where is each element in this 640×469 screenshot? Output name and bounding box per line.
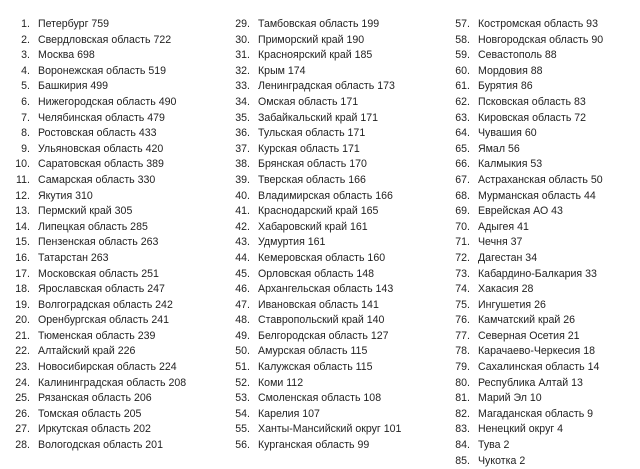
item-number: 37. xyxy=(235,142,250,155)
item-number: 50. xyxy=(235,345,250,358)
item-number: 54. xyxy=(235,407,250,420)
item-number: 13. xyxy=(15,205,30,218)
item-number: 3. xyxy=(21,49,30,62)
list-item xyxy=(12,111,186,127)
item-number: 44. xyxy=(235,251,250,264)
list-item xyxy=(12,313,186,329)
item-number: 38. xyxy=(235,158,250,171)
item-number: 34. xyxy=(235,95,250,108)
region-entry: Тува 2 xyxy=(478,439,510,452)
list-column-1 xyxy=(12,17,186,454)
item-number: 4. xyxy=(21,64,30,77)
region-entry: Севастополь 88 xyxy=(478,49,557,62)
item-number: 68. xyxy=(455,189,470,202)
region-entry: Новосибирская область 224 xyxy=(38,361,177,374)
list-item xyxy=(12,79,186,95)
region-entry: Красноярский край 185 xyxy=(258,49,373,62)
item-number: 19. xyxy=(15,298,30,311)
region-entry: Владимирская область 166 xyxy=(258,189,393,202)
list-item xyxy=(232,235,401,251)
item-number: 25. xyxy=(15,392,30,405)
item-number: 58. xyxy=(455,33,470,46)
region-entry: Ингушетия 26 xyxy=(478,298,546,311)
region-entry: Астраханская область 50 xyxy=(478,173,603,186)
region-entry: Магаданская область 9 xyxy=(478,407,594,420)
list-item xyxy=(232,142,401,158)
list-item xyxy=(12,126,186,142)
list-item xyxy=(12,267,186,283)
region-entry: Томская область 205 xyxy=(38,407,142,420)
item-number: 51. xyxy=(235,361,250,374)
region-entry: Дагестан 34 xyxy=(478,251,538,264)
region-entry: Тверская область 166 xyxy=(258,173,366,186)
list-item xyxy=(12,251,186,267)
item-number: 59. xyxy=(455,49,470,62)
list-item xyxy=(12,422,186,438)
region-entry: Новгородская область 90 xyxy=(478,33,604,46)
item-number: 5. xyxy=(21,80,30,93)
item-number: 77. xyxy=(455,329,470,342)
item-number: 12. xyxy=(15,189,30,202)
item-number: 72. xyxy=(455,251,470,264)
list-item xyxy=(12,189,186,205)
list-item xyxy=(452,438,603,454)
list-item xyxy=(232,95,401,111)
list-item xyxy=(232,17,401,33)
region-entry: Адыгея 41 xyxy=(478,220,529,233)
list-item xyxy=(232,111,401,127)
region-entry: Крым 174 xyxy=(258,64,306,77)
list-item xyxy=(452,329,603,345)
item-number: 9. xyxy=(21,142,30,155)
list-item xyxy=(232,64,401,80)
list-item xyxy=(12,235,186,251)
list-item xyxy=(12,376,186,392)
region-entry: Белгородская область 127 xyxy=(258,329,389,342)
region-entry: Иркутская область 202 xyxy=(38,423,151,436)
region-entry: Удмуртия 161 xyxy=(258,236,326,249)
list-item xyxy=(452,422,603,438)
region-entry: Свердловская область 722 xyxy=(38,33,172,46)
list-item xyxy=(12,344,186,360)
list-item xyxy=(452,376,603,392)
item-number: 76. xyxy=(455,314,470,327)
item-number: 29. xyxy=(235,18,250,30)
region-entry: Калмыкия 53 xyxy=(478,158,543,171)
item-number: 36. xyxy=(235,127,250,140)
list-item xyxy=(232,329,401,345)
region-entry: Пермский край 305 xyxy=(38,205,133,218)
item-number: 46. xyxy=(235,283,250,296)
region-entry: Коми 112 xyxy=(258,376,304,389)
list-item xyxy=(452,204,603,220)
item-number: 27. xyxy=(15,423,30,436)
item-number: 61. xyxy=(455,80,470,93)
region-entry: Волгоградская область 242 xyxy=(38,298,173,311)
item-number: 14. xyxy=(15,220,30,233)
item-number: 82. xyxy=(455,407,470,420)
item-number: 60. xyxy=(455,64,470,77)
region-entry: Марий Эл 10 xyxy=(478,392,542,405)
region-entry: Тульская область 171 xyxy=(258,127,366,140)
list-item xyxy=(232,48,401,64)
item-number: 20. xyxy=(15,314,30,327)
region-entry: Чечня 37 xyxy=(478,236,523,249)
list-item xyxy=(452,189,603,205)
region-entry: Тюменская область 239 xyxy=(38,329,156,342)
list-item xyxy=(12,329,186,345)
list-item xyxy=(452,267,603,283)
region-entry: Мордовия 88 xyxy=(478,64,543,77)
list-item xyxy=(452,48,603,64)
item-number: 75. xyxy=(455,298,470,311)
list-item xyxy=(232,251,401,267)
item-number: 30. xyxy=(235,33,250,46)
list-item xyxy=(232,360,401,376)
region-entry: Кировская область 72 xyxy=(478,111,587,124)
region-entry: Воронежская область 519 xyxy=(38,64,167,77)
region-entry: Брянская область 170 xyxy=(258,158,367,171)
list-item xyxy=(232,407,401,423)
item-number: 62. xyxy=(455,95,470,108)
region-entry: Калининградская область 208 xyxy=(38,376,187,389)
region-entry: Карачаево-Черкесия 18 xyxy=(478,345,596,358)
region-entry: Забайкальский край 171 xyxy=(258,111,379,124)
region-entry: Хабаровский край 161 xyxy=(258,220,368,233)
item-number: 70. xyxy=(455,220,470,233)
list-item xyxy=(452,360,603,376)
item-number: 10. xyxy=(15,158,30,171)
item-number: 43. xyxy=(235,236,250,249)
region-entry: Омская область 171 xyxy=(258,95,359,108)
list-item xyxy=(232,313,401,329)
list-item xyxy=(12,142,186,158)
item-number: 73. xyxy=(455,267,470,280)
region-entry: Чувашия 60 xyxy=(478,127,537,140)
list-item xyxy=(232,173,401,189)
list-item xyxy=(12,157,186,173)
region-entry: Карелия 107 xyxy=(258,407,320,420)
list-item xyxy=(232,220,401,236)
list-item xyxy=(452,391,603,407)
list-item xyxy=(232,79,401,95)
region-entry: Амурская область 115 xyxy=(258,345,368,358)
list-item xyxy=(12,282,186,298)
item-number: 78. xyxy=(455,345,470,358)
list-item xyxy=(232,189,401,205)
list-item xyxy=(12,220,186,236)
item-number: 67. xyxy=(455,173,470,186)
region-entry: Курская область 171 xyxy=(258,142,360,155)
region-entry: Ростовская область 433 xyxy=(38,127,157,140)
region-entry: Липецкая область 285 xyxy=(38,220,148,233)
list-item xyxy=(452,79,603,95)
item-number: 24. xyxy=(15,376,30,389)
item-number: 21. xyxy=(15,329,30,342)
region-entry: Бурятия 86 xyxy=(478,80,533,93)
item-number: 49. xyxy=(235,329,250,342)
item-number: 85. xyxy=(455,454,470,467)
list-item xyxy=(232,33,401,49)
list-item xyxy=(232,422,401,438)
region-entry: Северная Осетия 21 xyxy=(478,329,580,342)
list-item xyxy=(452,282,603,298)
region-entry: Архангельская область 143 xyxy=(258,283,394,296)
region-entry: Кабардино-Балкария 33 xyxy=(478,267,597,280)
list-item xyxy=(452,142,603,158)
region-entry: Самарская область 330 xyxy=(38,173,156,186)
item-number: 63. xyxy=(455,111,470,124)
item-number: 15. xyxy=(15,236,30,249)
item-number: 26. xyxy=(15,407,30,420)
region-entry: Краснодарский край 165 xyxy=(258,205,379,218)
item-number: 81. xyxy=(455,392,470,405)
region-entry: Ульяновская область 420 xyxy=(38,142,164,155)
region-entry: Нижегородская область 490 xyxy=(38,95,177,108)
item-number: 32. xyxy=(235,64,250,77)
region-entry: Мурманская область 44 xyxy=(478,189,596,202)
list-item xyxy=(452,344,603,360)
item-number: 79. xyxy=(455,361,470,374)
item-number: 55. xyxy=(235,423,250,436)
region-entry: Саратовская область 389 xyxy=(38,158,164,171)
region-entry: Оренбургская область 241 xyxy=(38,314,169,327)
item-number: 1. xyxy=(21,18,30,30)
list-item xyxy=(12,17,186,33)
item-number: 2. xyxy=(21,33,30,46)
region-entry: Якутия 310 xyxy=(38,189,93,202)
list-item xyxy=(232,298,401,314)
region-entry: Московская область 251 xyxy=(38,267,159,280)
item-number: 71. xyxy=(455,236,470,249)
region-entry: Вологодская область 201 xyxy=(38,439,163,452)
item-number: 53. xyxy=(235,392,250,405)
list-item xyxy=(12,173,186,189)
item-number: 39. xyxy=(235,173,250,186)
region-entry: Рязанская область 206 xyxy=(38,392,152,405)
item-number: 42. xyxy=(235,220,250,233)
item-number: 57. xyxy=(455,18,470,30)
item-number: 40. xyxy=(235,189,250,202)
region-entry: Ивановская область 141 xyxy=(258,298,379,311)
list-item xyxy=(12,407,186,423)
list-item xyxy=(232,126,401,142)
item-number: 7. xyxy=(21,111,30,124)
region-entry: Москва 698 xyxy=(38,49,95,62)
item-number: 23. xyxy=(15,361,30,374)
region-entry: Татарстан 263 xyxy=(38,251,109,264)
region-entry: Ленинградская область 173 xyxy=(258,80,395,93)
item-number: 22. xyxy=(15,345,30,358)
list-item xyxy=(232,157,401,173)
list-item xyxy=(452,454,603,469)
item-number: 64. xyxy=(455,127,470,140)
region-entry: Калужская область 115 xyxy=(258,361,373,374)
region-entry: Камчатский край 26 xyxy=(478,314,576,327)
list-item xyxy=(232,344,401,360)
item-number: 48. xyxy=(235,314,250,327)
item-number: 45. xyxy=(235,267,250,280)
list-item xyxy=(12,360,186,376)
item-number: 56. xyxy=(235,439,250,452)
region-entry: Кемеровская область 160 xyxy=(258,251,386,264)
list-item xyxy=(12,48,186,64)
list-item xyxy=(12,95,186,111)
item-number: 74. xyxy=(455,283,470,296)
region-entry: Ханты-Мансийский округ 101 xyxy=(258,423,402,436)
item-number: 33. xyxy=(235,80,250,93)
region-entry: Приморский край 190 xyxy=(258,33,365,46)
list-item xyxy=(452,157,603,173)
list-item xyxy=(452,126,603,142)
item-number: 8. xyxy=(21,127,30,140)
list-column-2 xyxy=(232,17,401,454)
item-number: 69. xyxy=(455,205,470,218)
list-item xyxy=(232,204,401,220)
item-number: 84. xyxy=(455,439,470,452)
list-item xyxy=(452,407,603,423)
list-item xyxy=(232,376,401,392)
region-entry: Чукотка 2 xyxy=(478,454,526,467)
region-entry: Ямал 56 xyxy=(478,142,520,155)
list-item xyxy=(12,298,186,314)
region-entry: Сахалинская область 14 xyxy=(478,361,600,374)
list-item xyxy=(452,298,603,314)
item-number: 35. xyxy=(235,111,250,124)
list-item xyxy=(452,173,603,189)
list-item xyxy=(232,438,401,454)
list-item xyxy=(452,313,603,329)
list-column-3 xyxy=(452,17,603,469)
item-number: 52. xyxy=(235,376,250,389)
region-entry: Псковская область 83 xyxy=(478,95,586,108)
region-entry: Челябинская область 479 xyxy=(38,111,165,124)
region-entry: Ярославская область 247 xyxy=(38,283,165,296)
list-item xyxy=(232,391,401,407)
region-entry: Пензенская область 263 xyxy=(38,236,159,249)
list-item xyxy=(452,64,603,80)
list-item xyxy=(12,204,186,220)
region-entry: Смоленская область 108 xyxy=(258,392,382,405)
list-item xyxy=(452,235,603,251)
item-number: 66. xyxy=(455,158,470,171)
list-item xyxy=(232,267,401,283)
item-number: 6. xyxy=(21,95,30,108)
item-number: 17. xyxy=(15,267,30,280)
item-number: 83. xyxy=(455,423,470,436)
list-item xyxy=(232,282,401,298)
region-entry: Республика Алтай 13 xyxy=(478,376,583,389)
item-number: 47. xyxy=(235,298,250,311)
list-item xyxy=(452,111,603,127)
region-entry: Орловская область 148 xyxy=(258,267,375,280)
item-number: 18. xyxy=(15,283,30,296)
list-item xyxy=(452,220,603,236)
region-entry: Хакасия 28 xyxy=(478,283,534,296)
region-entry: Тамбовская область 199 xyxy=(258,18,380,30)
list-item xyxy=(12,391,186,407)
item-number: 16. xyxy=(15,251,30,264)
list-item xyxy=(452,95,603,111)
item-number: 31. xyxy=(235,49,250,62)
item-number: 11. xyxy=(16,173,30,186)
region-entry: Ставропольский край 140 xyxy=(258,314,385,327)
list-item xyxy=(452,17,603,33)
region-entry: Ненецкий округ 4 xyxy=(478,423,564,436)
region-entry: Петербург 759 xyxy=(38,18,110,30)
item-number: 80. xyxy=(455,376,470,389)
region-entry: Еврейская АО 43 xyxy=(478,205,563,218)
region-entry: Курганская область 99 xyxy=(258,439,370,452)
list-item xyxy=(452,251,603,267)
region-entry: Алтайский край 226 xyxy=(38,345,136,358)
item-number: 65. xyxy=(455,142,470,155)
list-item xyxy=(452,33,603,49)
list-item xyxy=(12,438,186,454)
list-item xyxy=(12,64,186,80)
item-number: 41. xyxy=(235,205,250,218)
region-entry: Башкирия 499 xyxy=(38,80,109,93)
item-number: 28. xyxy=(15,439,30,452)
list-item xyxy=(12,33,186,49)
region-entry: Костромская область 93 xyxy=(478,18,598,30)
